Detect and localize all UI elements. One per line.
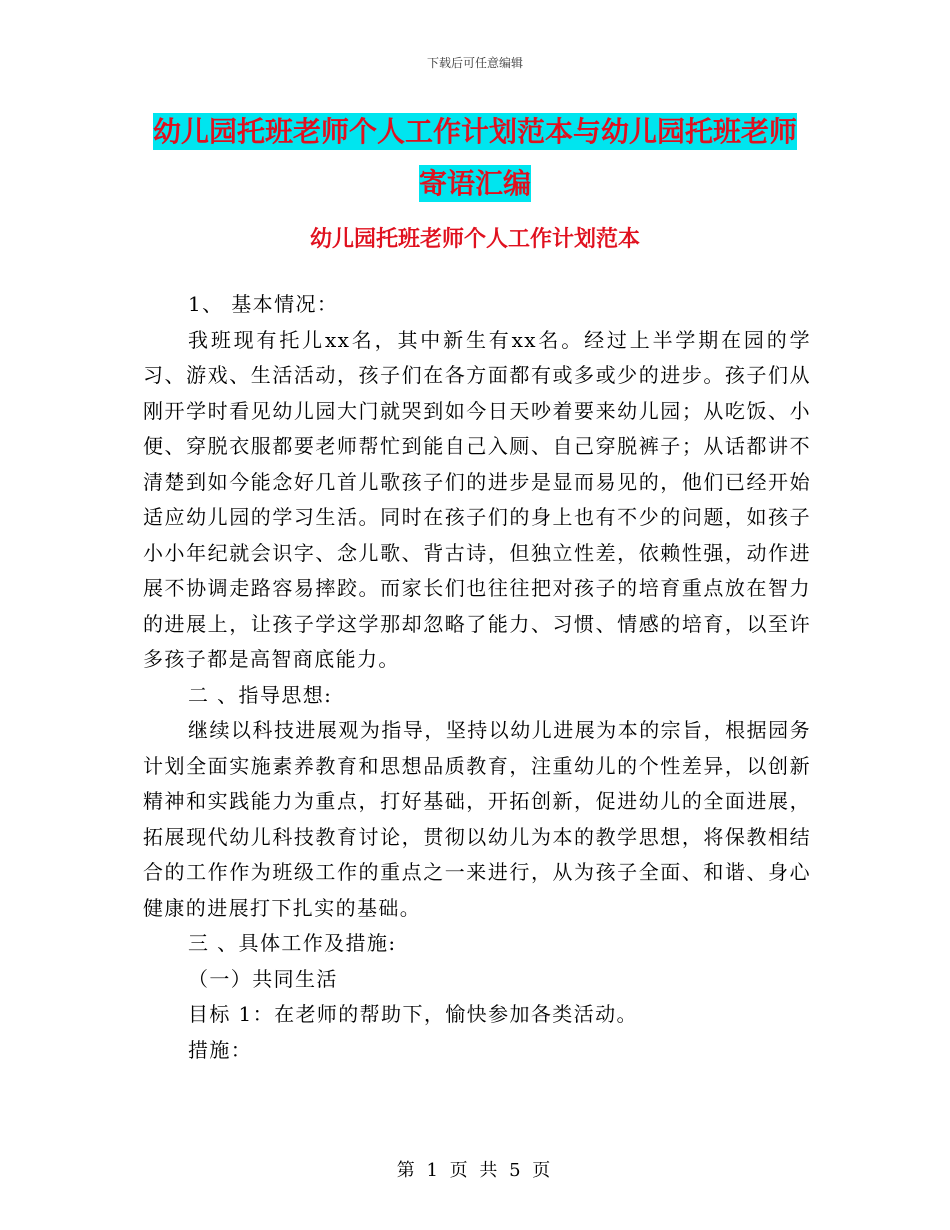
heading-basic-situation: 1、 基本情况：: [188, 292, 339, 316]
header-note: 下载后可任意编辑: [426, 56, 523, 70]
heading-specific-work: 三 、具体工作及措施:: [188, 931, 397, 955]
goal-1: 目标 1：在老师的帮助下，愉快参加各类活动。: [188, 1002, 638, 1026]
paragraph-guiding-thought: 继续以科技进展观为指导，坚持以幼儿进展为本的宗旨，根据园务计划全面实施素养教育和思想品质教育，注重幼儿的个性差异，以创新精神和实践能力为重点，打好基础，开拓创新，促进幼儿的全面进展，拓展现代幼儿科技教育讨论，贯彻以幼儿为本的教学思想，将保教相结合的工作作为班级工作的重点之一来进行，从为孩子全面、和谐、身心健康的进展打下扎实的基础。: [143, 718, 811, 920]
subheading-common-life: （一）共同生活: [188, 966, 338, 991]
section-title: 幼儿园托班老师个人工作计划范本: [309, 226, 640, 252]
document-title: [0, 106, 950, 210]
heading-guiding-thought: 二 、指导思想:: [188, 682, 333, 707]
document-body: [143, 287, 811, 1068]
page-footer: 第 1 页 共 5 页: [396, 1160, 554, 1181]
title-line-2: 寄语汇编: [418, 167, 531, 200]
paragraph-basic-situation: 我班现有托儿xx名，其中新生有xx名。经过上半学期在园的学习、游戏、生活活动，孩子们在各方面都有或多或少的进步。孩子们从刚开学时看见幼儿园大门就哭到如今日天吵着要来幼儿园；从吃饭、小便、穿脱衣服都要老师帮忙到能自己入厕、自己穿脱裤子；从话都讲不清楚到如今能念好几首儿歌孩子们的进步是显而易见的，他们已经开始适应幼儿园的学习生活。同时在孩子们的身上也有不少的问题，如孩子小小年纪就会识字、念儿歌、背古诗，但独立性差，依赖性强，动作进展不协调走路容易摔跤。而家长们也往往把对孩子的培育重点放在智力的进展上，让孩子学这学那却忽略了能力、习惯、情感的培育，以至许多孩子都是高智商底能力。: [143, 327, 811, 671]
measures-label: 措施：: [188, 1037, 253, 1062]
title-line-1: 幼儿园托班老师个人工作计划范本与幼儿园托班老师: [152, 115, 797, 148]
